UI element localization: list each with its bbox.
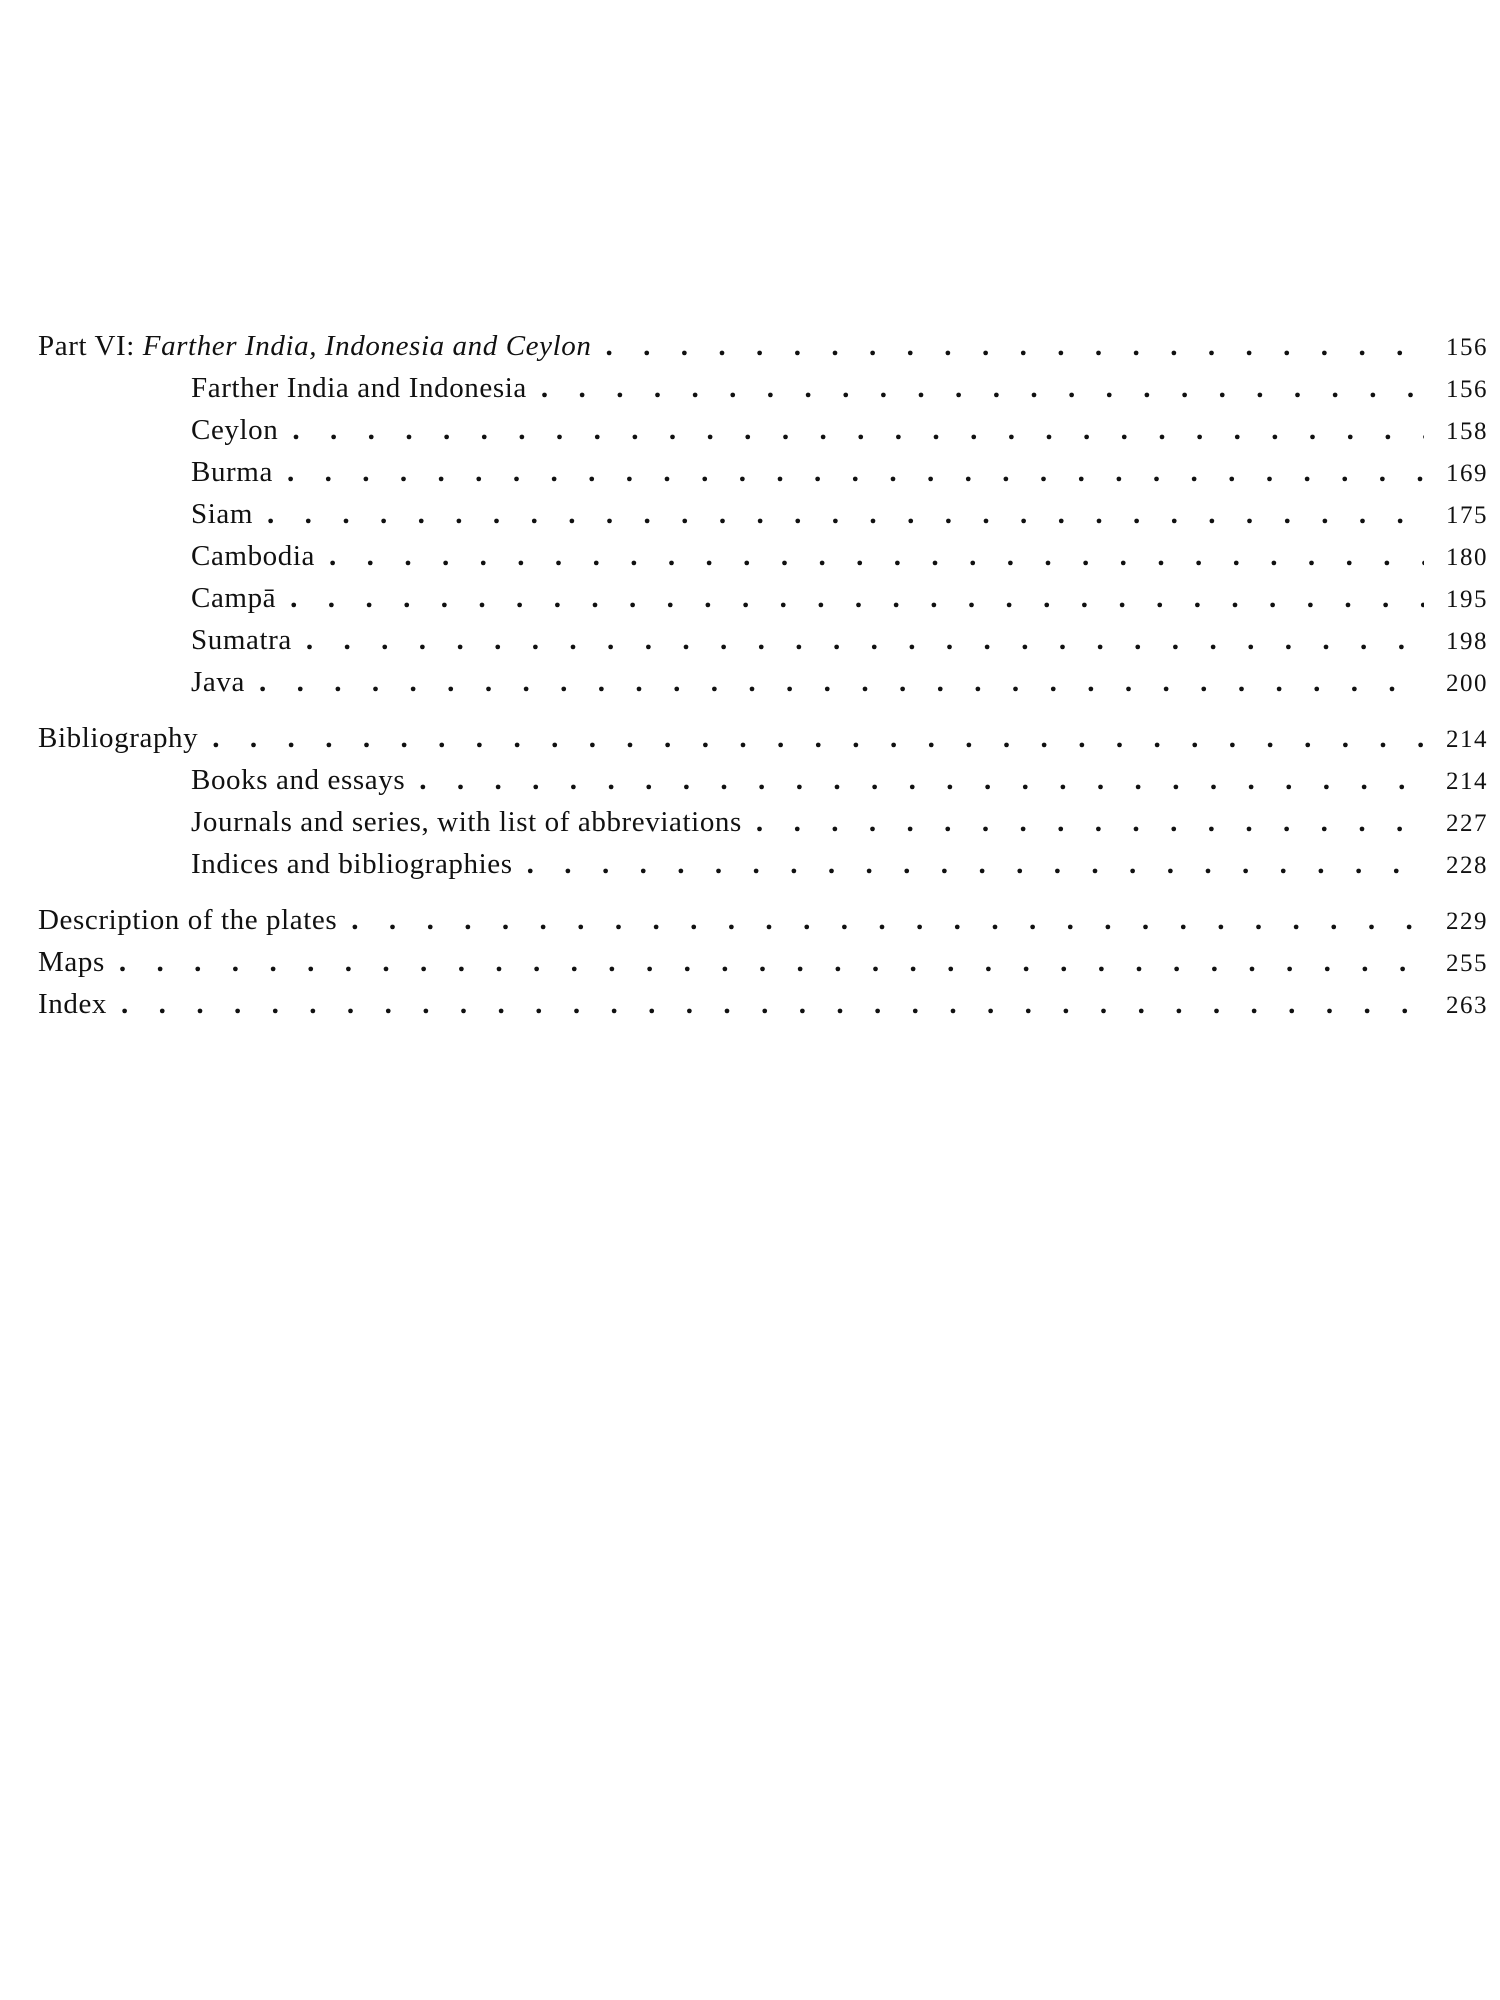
toc-entry-index[interactable] — [38, 988, 1488, 1030]
page-number: 198 — [1446, 628, 1488, 655]
dot-leader — [419, 764, 1424, 797]
page-number: 156 — [1446, 334, 1488, 361]
toc-subentry[interactable] — [38, 764, 1488, 806]
page-number: 195 — [1446, 586, 1488, 613]
toc-subentry-label: Journals and series, with list of abbreviations — [191, 806, 742, 838]
part-title: Farther India, Indonesia and Ceylon — [142, 330, 592, 362]
dot-leader — [306, 624, 1424, 657]
dot-leader — [121, 988, 1424, 1021]
page-number: 229 — [1446, 908, 1488, 935]
toc-subentry[interactable] — [38, 414, 1488, 456]
page-number: 175 — [1446, 502, 1488, 529]
toc-entry-label: Index — [38, 988, 108, 1020]
toc-subentry-label: Cambodia — [191, 540, 316, 572]
toc-subentry[interactable] — [38, 848, 1488, 890]
dot-leader — [212, 722, 1424, 755]
toc-subentry[interactable] — [38, 806, 1488, 848]
page-number: 180 — [1446, 544, 1488, 571]
toc-entry-maps[interactable] — [38, 946, 1488, 988]
toc-subentry-label: Indices and bibliographies — [191, 848, 513, 880]
page-number: 158 — [1446, 418, 1488, 445]
page-number: 227 — [1446, 810, 1488, 837]
page-number: 214 — [1446, 726, 1488, 753]
toc-subentry[interactable] — [38, 456, 1488, 498]
toc-subentry-label: Siam — [191, 498, 254, 530]
toc-subentry[interactable] — [38, 498, 1488, 540]
page-number: 214 — [1446, 768, 1488, 795]
table-of-contents — [38, 330, 1488, 1030]
dot-leader — [527, 848, 1424, 881]
page-number: 156 — [1446, 376, 1488, 403]
toc-subentry-label: Burma — [191, 456, 273, 488]
toc-subentry[interactable] — [38, 582, 1488, 624]
dot-leader — [290, 582, 1424, 615]
page-number: 228 — [1446, 852, 1488, 879]
toc-subentry-label: Ceylon — [191, 414, 279, 446]
toc-subentry-label: Sumatra — [191, 624, 292, 656]
toc-subentry[interactable] — [38, 624, 1488, 666]
toc-entry-bibliography[interactable] — [38, 722, 1488, 764]
toc-entry-label: Bibliography — [38, 722, 199, 754]
page-number: 200 — [1446, 670, 1488, 697]
dot-leader — [351, 904, 1424, 937]
dot-leader — [292, 414, 1424, 447]
toc-entry-label: Description of the plates — [38, 904, 338, 936]
page-number: 255 — [1446, 950, 1488, 977]
dot-leader — [756, 806, 1424, 839]
toc-subentry[interactable] — [38, 540, 1488, 582]
dot-leader — [541, 372, 1424, 405]
part-prefix: Part VI: — [38, 330, 143, 362]
toc-subentry-label: Books and essays — [191, 764, 406, 796]
toc-subentry[interactable] — [38, 372, 1488, 414]
page-number: 263 — [1446, 992, 1488, 1019]
toc-subentry[interactable] — [38, 666, 1488, 708]
toc-entry-label — [38, 330, 591, 363]
toc-entry-label: Maps — [38, 946, 105, 978]
dot-leader — [259, 666, 1424, 699]
toc-entry-description-of-plates[interactable] — [38, 904, 1488, 946]
toc-subentry-label: Campā — [191, 582, 277, 614]
toc-entry-part-vi[interactable] — [38, 330, 1488, 372]
dot-leader — [605, 330, 1424, 363]
dot-leader — [287, 456, 1424, 489]
toc-subentry-label: Java — [191, 666, 245, 698]
dot-leader — [329, 540, 1424, 573]
page-number: 169 — [1446, 460, 1488, 487]
dot-leader — [267, 498, 1424, 531]
toc-subentry-label: Farther India and Indonesia — [191, 372, 527, 404]
dot-leader — [119, 946, 1424, 979]
